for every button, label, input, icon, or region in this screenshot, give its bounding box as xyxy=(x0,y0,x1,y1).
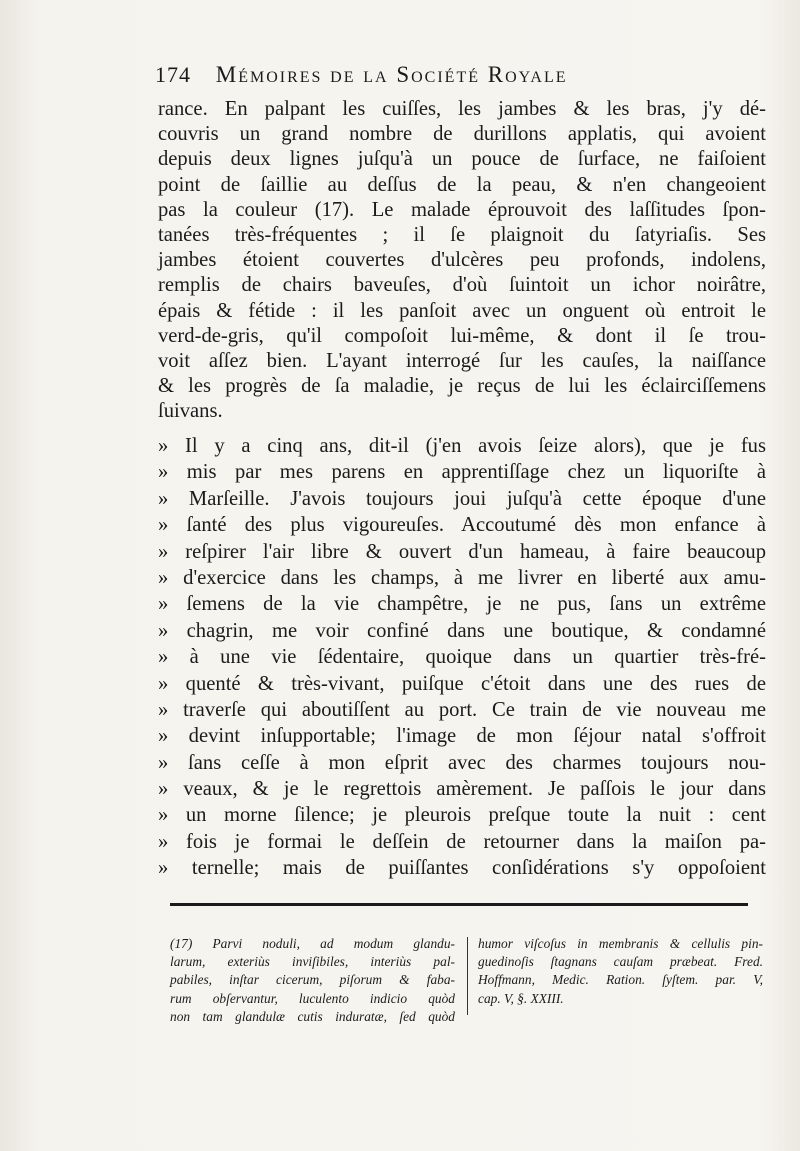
text-line: point de ſaillie au deſſus de la peau, & n'en changeoient xyxy=(158,173,766,196)
text-line: rance. En palpant les cuiſſes, les jambes & les bras, j'y dé- xyxy=(158,98,766,120)
text-line: jambes étoient couvertes d'ulcères peu profonds, indolens, xyxy=(158,249,766,272)
footnote-line: cap. V, §. XXIII. xyxy=(478,990,564,1006)
footnote-line: guedinoſis ſtagnans cauſam præbeat. Fred. xyxy=(478,954,763,970)
footnote-column-right xyxy=(478,935,763,1008)
quote-line: » chagrin, me voir confiné dans une boutique, & condamné xyxy=(158,619,766,642)
footnote-column-divider xyxy=(467,937,468,1015)
footnote-line: humor viſcoſus in membranis & cellulis pin- xyxy=(478,936,763,951)
quote-line: » à une vie ſédentaire, quoique dans un quartier très-fré- xyxy=(158,646,766,669)
text-line: & les progrès de ſa maladie, je reçus de lui les éclairciſſemens xyxy=(158,375,766,398)
text-line: couvris un grand nombre de durillons applatis, qui avoient xyxy=(158,123,766,146)
text-line: remplis de chairs baveuſes, d'où ſuintoit un ichor noirâtre, xyxy=(158,274,766,297)
footnote-line: pabiles, inſtar cicerum, piſorum & faba- xyxy=(170,972,455,988)
main-text xyxy=(158,97,766,424)
quote-line: » ſanté des plus vigoureuſes. Accoutumé dès mon enfance à xyxy=(158,514,766,537)
quote-line: » veaux, & je le regrettois amèrement. Je paſſois le jour dans xyxy=(158,778,766,801)
text-line: verd-de-gris, qu'il compoſoit lui-même, & dont il ſe trou- xyxy=(158,324,766,347)
quote-line: » fois je formai le deſſein de retourner dans la maiſon pa- xyxy=(158,830,766,853)
page-number: 174 xyxy=(155,62,191,87)
text-line: pas la couleur (17). Le malade éprouvoit des laſſitudes ſpon- xyxy=(158,198,766,221)
quote-line: » ſemens de la vie champêtre, je ne pus, ſans un extrême xyxy=(158,593,766,616)
quote-line: » devint inſupportable; l'image de mon ſéjour natal s'offroit xyxy=(158,725,766,748)
footnote-separator-rule xyxy=(170,903,748,906)
footnote-line: (17) Parvi noduli, ad modum glandu- xyxy=(170,936,455,951)
quote-line: » Il y a cinq ans, dit-il (j'en avois ſeize alors), que je fus xyxy=(158,435,766,457)
text-line: épais & fétide : il les panſoit avec un onguent où entroit le xyxy=(158,299,766,322)
quoted-testimony xyxy=(158,433,766,882)
quote-line: » mis par mes parens en apprentiſſage chez un liquoriſte à xyxy=(158,461,766,484)
quote-line: » un morne ſilence; je pleurois preſque toute la nuit : cent xyxy=(158,804,766,827)
footnote-line: non tam glandulæ cutis induratæ, ſed quòd xyxy=(170,1008,455,1024)
text-line: tanées très-fréquentes ; il ſe plaignoit du ſatyriaſis. Ses xyxy=(158,223,766,246)
text-line: depuis deux lignes juſqu'à un pouce de ſurface, ne faiſoient xyxy=(158,148,766,171)
text-line: voit aſſez bien. L'ayant interrogé ſur les cauſes, la naiſſance xyxy=(158,349,766,372)
quote-line: » ſans ceſſe à mon eſprit avec des charmes toujours nou- xyxy=(158,751,766,774)
footnote-line: larum, exteriùs inviſibiles, interiùs pal- xyxy=(170,954,455,970)
footnote-line: rum obſervantur, luculento indicio quòd xyxy=(170,990,455,1006)
footnote-line: Hoffmann, Medic. Ration. ſyſtem. par. V, xyxy=(478,972,763,988)
quote-line: » quenté & très-vivant, puiſque c'étoit dans une des rues de xyxy=(158,672,766,695)
running-title: Mémoires de la Société Royale xyxy=(215,62,568,87)
quote-line: » Marſeille. J'avois toujours joui juſqu'à cette époque d'une xyxy=(158,487,766,510)
running-header xyxy=(155,62,755,96)
footnote-column-left xyxy=(170,935,455,1026)
quote-line: » traverſe qui aboutiſſent au port. Ce train de vie nouveau me xyxy=(158,698,766,721)
quote-line: » d'exercice dans les champs, à me livrer en liberté aux amu- xyxy=(158,566,766,589)
text-line: ſuivans. xyxy=(158,400,223,423)
quote-line: » reſpirer l'air libre & ouvert d'un hameau, à faire beaucoup xyxy=(158,540,766,563)
quote-line: » ternelle; mais de puiſſantes conſidérations s'y oppoſoient xyxy=(158,857,766,880)
